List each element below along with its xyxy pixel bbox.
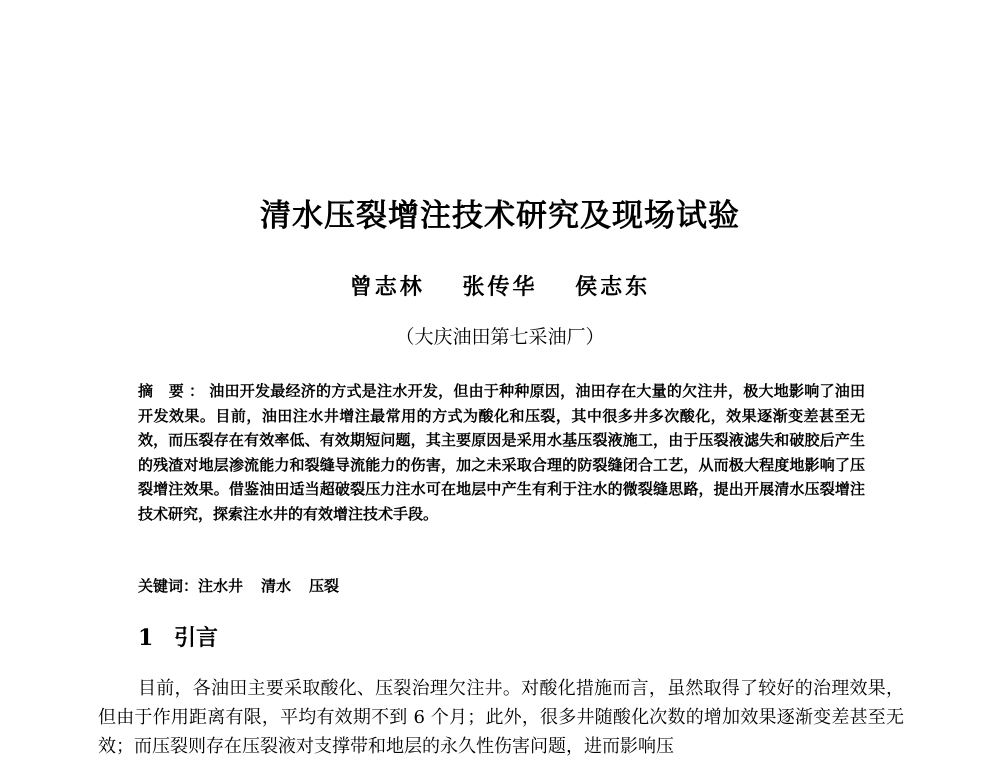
section-heading	[138, 622, 218, 654]
abstract-label: 摘 要：	[138, 382, 210, 400]
abstract	[138, 379, 865, 526]
author-name: 曾志林	[349, 274, 425, 300]
keywords-label: 关键词：	[138, 577, 199, 595]
keywords	[138, 574, 865, 598]
paper-title: 清水压裂增注技术研究及现场试验	[260, 198, 740, 234]
keyword-item: 压裂	[309, 577, 340, 595]
keyword-item: 注水井	[198, 577, 244, 595]
affiliation: （大庆油田第七采油厂）	[395, 326, 605, 348]
section-title: 引言	[174, 625, 219, 651]
section-number: 1	[138, 625, 154, 651]
author-list	[0, 272, 1000, 302]
body-paragraph: 目前，各油田主要采取酸化、压裂治理欠注井。对酸化措施而言，虽然取得了较好的治理效果，但由于作用距离有限，平均有效期不到 6 个月；此外，很多井随酸化次数的增加效果逐渐变差甚至无效；而压裂则存在压裂液对支撑带和地层的永久性伤害问题，进而影响压	[98, 678, 904, 757]
author-name: 张传华	[462, 274, 538, 300]
keyword-item: 清水	[261, 577, 292, 595]
abstract-text: 油田开发最经济的方式是注水开发，但由于种种原因，油田存在大量的欠注井，极大地影响了油田开发效果。目前，油田注水井增注最常用的方式为酸化和压裂，其中很多井多次酸化，效果逐渐变差甚至无效，而压裂存在有效率低、有效期短问题，其主要原因是采用水基压裂液施工，由于压裂液滤失和破胶后产生的残渣对地层渗流能力和裂缝导流能力的伤害，加之未采取合理的防裂缝闭合工艺，从而极大程度地影响了压裂增注效果。借鉴油田适当超破裂压力注水可在地层中产生有利于注水的微裂缝思路，提出开展清水压裂增注技术研究，探索注水井的有效增注技术手段。	[138, 382, 865, 523]
author-name: 侯志东	[575, 274, 651, 300]
